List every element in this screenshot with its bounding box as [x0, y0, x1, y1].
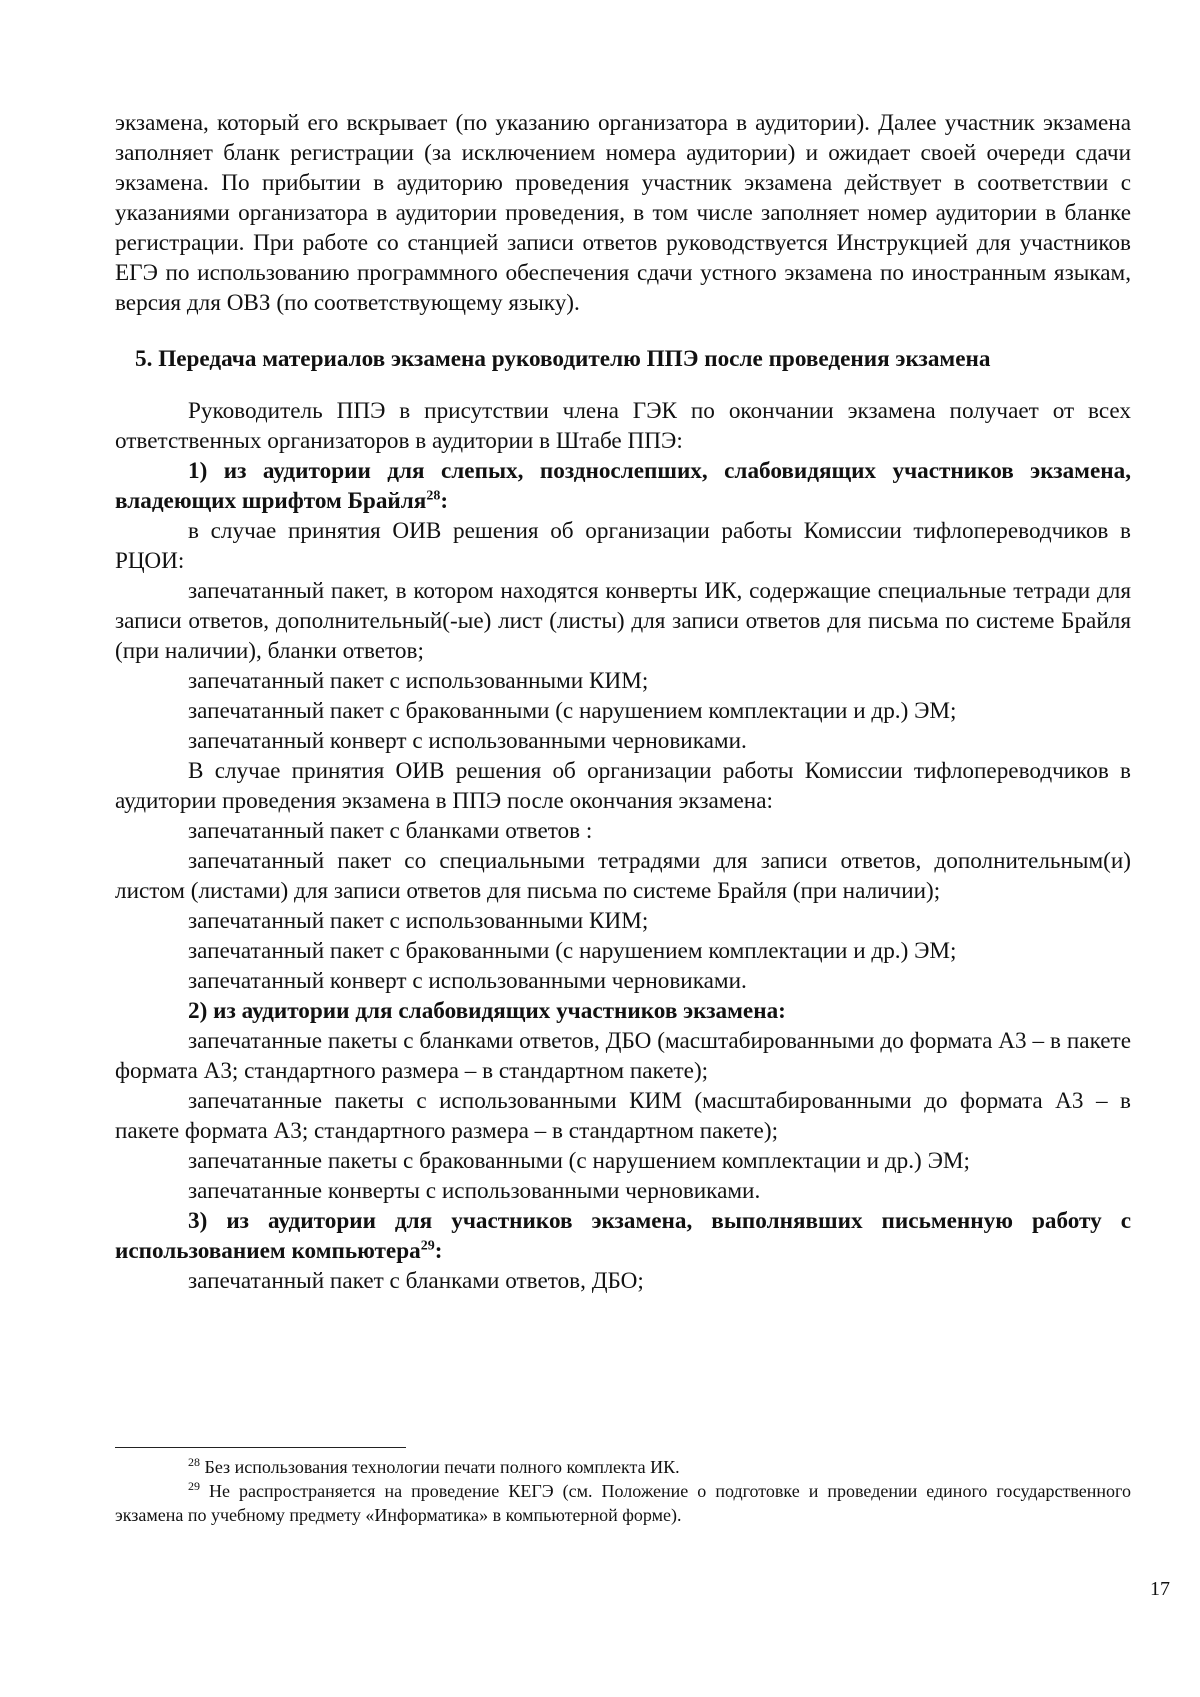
footnote-ref-29: 29 [420, 1238, 435, 1254]
paragraph-continuation: экзамена, который его вскрывает (по указанию организатора в аудитории). Далее участник экзамена заполняет бланк регистрации (за исключением номера аудитории) и ожидает своей очереди сдачи экзамена. По прибытии в аудиторию проведения участник экзамена действует в соответствии с указаниями организатора в аудитории проведения, в том числе заполняет номер аудитории в бланке регистрации. При работе со станцией записи ответов руководствуется Инструкцией для участников ЕГЭ по использованию программного обеспечения сдачи устного экзамена по иностранным языкам, версия для ОВЗ (по соответствующему языку). [115, 110, 1131, 316]
list-item: запечатанный конверт с использованными черновиками. [188, 968, 747, 994]
list-item: запечатанный пакет со специальными тетрадями для записи ответов, дополнительным(и) листом (листами) для записи ответов для письма по системе Брайля (при наличии); [115, 848, 1131, 904]
list-item: запечатанные пакеты с бракованными (с нарушением комплектации и др.) ЭМ; [188, 1148, 970, 1174]
footnote-ref-28: 28 [426, 488, 441, 504]
list-item: запечатанный пакет с использованными КИМ; [188, 908, 649, 934]
intro-paragraph: Руководитель ППЭ в присутствии члена ГЭК по окончании экзамена получает от всех ответственных организаторов в аудитории в Штабе ППЭ: [115, 398, 1131, 454]
list-item: запечатанный пакет, в котором находятся конверты ИК, содержащие специальные тетради для записи ответов, дополнительный(-ые) лист (листы) для записи ответов для письма по системе Брайля (при наличии), бланки ответов; [115, 578, 1131, 664]
item1-case1: в случае принятия ОИВ решения об организации работы Комиссии тифлопереводчиков в РЦОИ: [115, 518, 1131, 574]
footnote-separator [115, 1447, 406, 1448]
item2-heading: 2) из аудитории для слабовидящих участников экзамена: [188, 998, 786, 1024]
page-body [115, 108, 1131, 1296]
list-item: запечатанные пакеты с бланками ответов, ДБО (масштабированными до формата А3 – в пакете формата А3; стандартного размера – в стандартном пакете); [115, 1028, 1131, 1084]
list-item: запечатанный пакет с бракованными (с нарушением комплектации и др.) ЭМ; [188, 938, 957, 964]
list-item: запечатанный пакет с использованными КИМ; [188, 668, 649, 694]
item3-heading: 3) из аудитории для участников экзамена, выполнявших письменную работу с использованием компьютера$^{29}$: [115, 1208, 1131, 1264]
list-item: запечатанные пакеты с использованными КИМ (масштабированными до формата А3 – в пакете формата А3; стандартного размера – в стандартном пакете); [115, 1088, 1131, 1144]
footnotes [115, 1455, 1131, 1527]
list-item: запечатанные конверты с использованными черновиками. [188, 1178, 761, 1204]
list-item: запечатанный пакет с бланками ответов : [188, 818, 593, 844]
item1-case2: В случае принятия ОИВ решения об организации работы Комиссии тифлопереводчиков в аудитории проведения экзамена в ППЭ после окончания экзамена: [115, 758, 1131, 814]
footnote-29: $^{29}$ Не распространяется на проведение КЕГЭ (см. Положение о подготовке и проведении единого государственного экзамена по учебному предмету «Информатика» в компьютерной форме). [115, 1479, 1131, 1525]
footnote-28: $^{28}$ Без использования технологии печати полного комплекта ИК. [188, 1455, 680, 1477]
list-item: запечатанный пакет с бракованными (с нарушением комплектации и др.) ЭМ; [188, 698, 957, 724]
section-heading: 5. Передача материалов экзамена руководителю ППЭ после проведения экзамена [135, 346, 991, 372]
item1-heading-text: 1) из аудитории для слепых, позднослепших, слабовидящих участников экзамена, владеющих шрифтом Брайля [115, 458, 1131, 514]
item1-heading: 1) из аудитории для слепых, позднослепших, слабовидящих участников экзамена, владеющих шрифтом Брайля$^{28}$: [115, 458, 1131, 514]
page-number: 17 [1150, 1578, 1170, 1600]
item3-heading-text: 3) из аудитории для участников экзамена, выполнявших письменную работу с использованием компьютера [115, 1208, 1131, 1264]
list-item: запечатанный конверт с использованными черновиками. [188, 728, 747, 754]
list-item: запечатанный пакет с бланками ответов, ДБО; [188, 1268, 644, 1294]
